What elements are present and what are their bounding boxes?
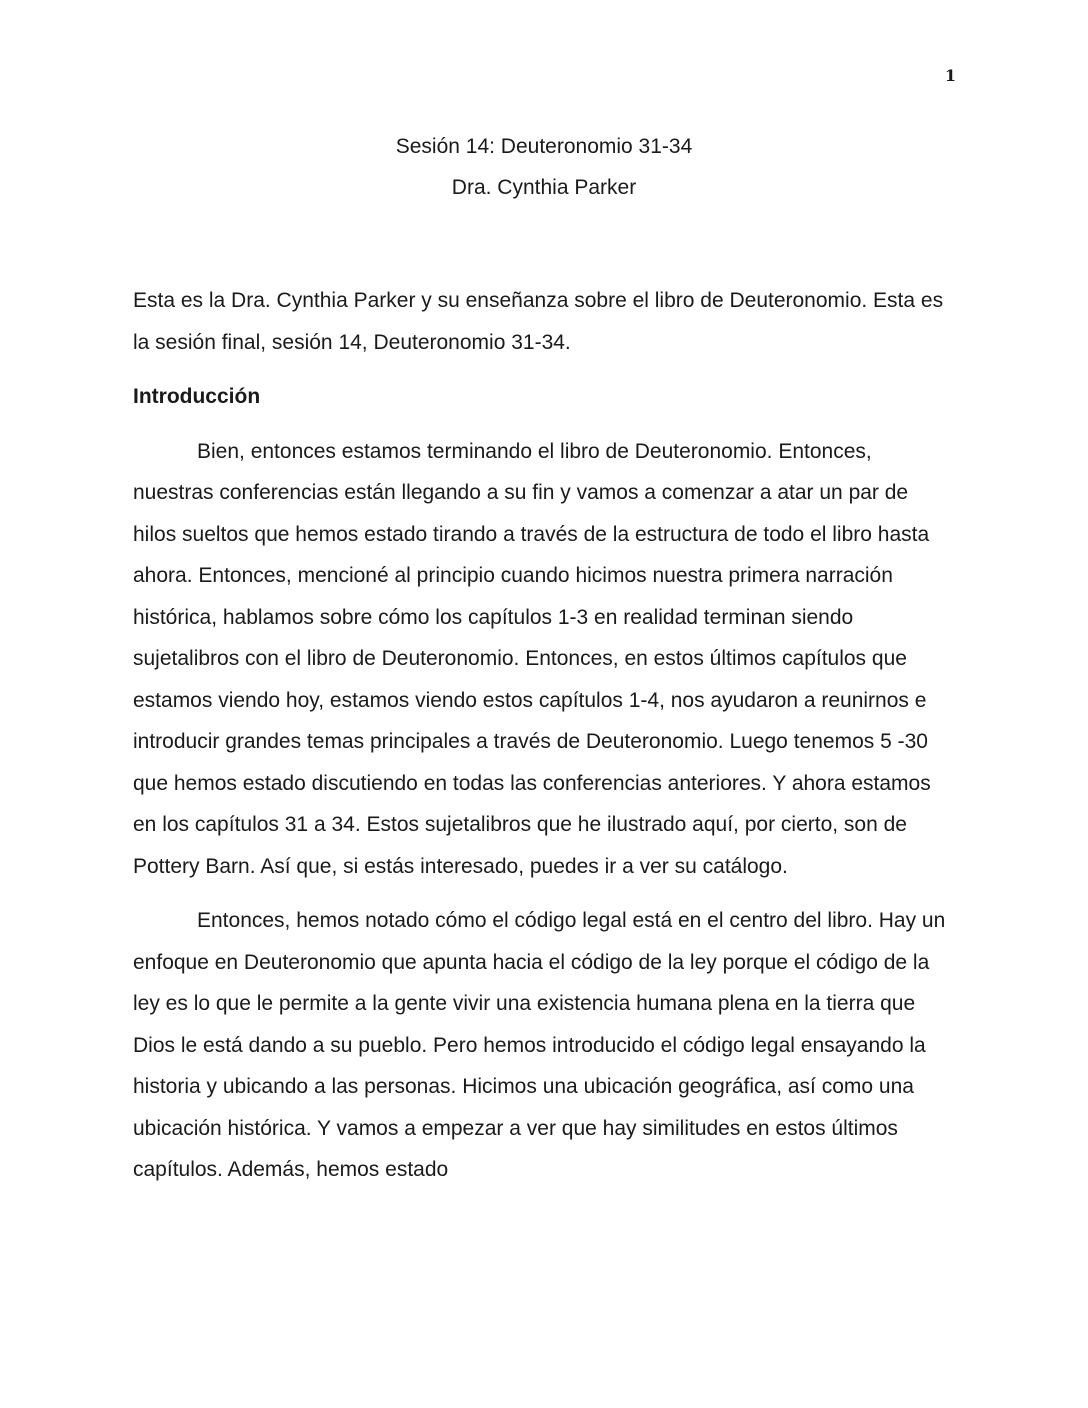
body-paragraph-1: Bien, entonces estamos terminando el libro de Deuteronomio. Entonces, nuestras conferencias están llegando a su fin y vamos a comenzar a atar un par de hilos sueltos que hemos estado tirando a través de la estructura de todo el libro hasta ahora. Entonces, mencioné al principio cuando hicimos nuestra primera narración histórica, hablamos sobre cómo los capítulos 1-3 en realidad terminan siendo sujetalibros con el libro de Deuteronomio. Entonces, en estos últimos capítulos que estamos viendo hoy, estamos viendo estos capítulos 1-4, nos ayudaron a reunirnos e introducir grandes temas principales a través de Deuteronomio. Luego tenemos 5 -30 que hemos estado discutiendo en todas las conferencias anteriores. Y ahora estamos en los capítulos 31 a 34. Estos sujetalibros que he ilustrado aquí, por cierto, son de Pottery Barn. Así que, si estás interesado, puedes ir a ver su catálogo. bbox=[133, 439, 931, 878]
intro-paragraph: Esta es la Dra. Cynthia Parker y su enseñanza sobre el libro de Deuteronomio. Esta es la sesión final, sesión 14, Deuteronomio 31-34. bbox=[133, 289, 944, 354]
page-number: 1 bbox=[944, 66, 956, 85]
document-title: Sesión 14: Deuteronomio 31-34 bbox=[395, 135, 693, 158]
body-paragraph-2: Entonces, hemos notado cómo el código legal está en el centro del libro. Hay un enfoque en Deuteronomio que apunta hacia el código de la ley porque el código de la ley es lo que le permite a la gente vivir una existencia humana plena en la tierra que Dios le está dando a su pueblo. Pero hemos introducido el código legal ensayando la historia y ubicando a las personas. Hicimos una ubicación geográfica, así como una ubicación histórica. Y vamos a empezar a ver que hay similitudes en estos últimos capítulos. Además, hemos estado bbox=[133, 909, 946, 1181]
document-author: Dra. Cynthia Parker bbox=[451, 176, 637, 199]
section-heading: Introducción bbox=[133, 385, 261, 408]
title-block bbox=[0, 126, 1088, 208]
document-body bbox=[133, 280, 955, 1204]
